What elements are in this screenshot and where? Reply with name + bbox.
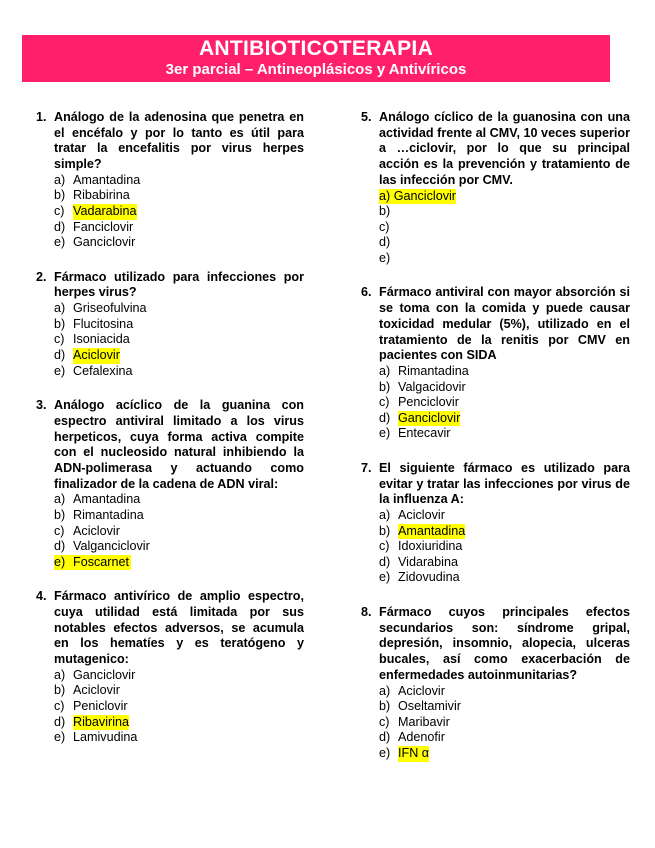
option-text: Aciclovir xyxy=(73,523,120,538)
option-letter: c) xyxy=(54,523,65,538)
option-b-correct xyxy=(379,524,630,540)
option-text: Valgacidovir xyxy=(398,379,466,394)
option-d xyxy=(54,539,304,555)
option-e xyxy=(54,364,304,380)
option-b xyxy=(379,380,630,396)
question-number: 6. xyxy=(361,285,372,300)
option-letter: d) xyxy=(54,714,66,729)
options-list xyxy=(379,189,630,267)
option-a xyxy=(379,508,630,524)
option-letter: b) xyxy=(379,523,391,538)
option-text: Griseofulvina xyxy=(73,301,147,316)
option-text: Rimantadina xyxy=(398,364,469,378)
question-3 xyxy=(36,398,304,570)
question-8 xyxy=(361,605,630,761)
highlighted-answer: a) Ganciclovir xyxy=(379,188,456,203)
option-letter: e) xyxy=(54,554,66,569)
option-a xyxy=(54,301,304,317)
option-d-correct xyxy=(379,411,630,427)
option-b xyxy=(379,204,630,220)
option-letter: b) xyxy=(379,204,391,219)
option-a xyxy=(379,364,630,380)
option-letter: a) xyxy=(54,301,66,316)
option-letter: e) xyxy=(379,426,391,441)
question-1 xyxy=(36,110,304,251)
question-number: 5. xyxy=(361,110,372,124)
option-text: Oseltamivir xyxy=(398,699,461,714)
option-c xyxy=(379,539,630,555)
option-text: Rimantadina xyxy=(73,507,144,522)
option-text: Entecavir xyxy=(398,426,451,441)
question-number: 8. xyxy=(361,605,372,620)
option-a xyxy=(379,684,630,700)
option-e xyxy=(379,426,630,442)
question-text: El siguiente fármaco es utilizado para evitar y tratar las infecciones por virus de la influenza A: xyxy=(379,460,630,507)
highlighted-answer: IFN α xyxy=(398,745,430,760)
option-letter: d) xyxy=(54,347,66,362)
option-letter: a) xyxy=(54,667,66,682)
option-letter: c) xyxy=(379,539,390,554)
option-b xyxy=(54,508,304,524)
option-c xyxy=(379,220,630,236)
option-e-correct xyxy=(54,555,304,571)
option-letter: d) xyxy=(379,730,391,745)
option-text: Isoniacida xyxy=(73,332,130,347)
option-letter: a) xyxy=(379,364,391,378)
highlighted-answer: Ganciclovir xyxy=(398,410,461,425)
question-number: 7. xyxy=(361,460,372,475)
option-text: Ganciclovir xyxy=(73,235,136,250)
option-text: Peniclovir xyxy=(73,699,128,714)
options-list xyxy=(54,173,304,251)
right-column xyxy=(361,110,630,781)
option-letter: c) xyxy=(379,219,390,234)
option-letter: a) xyxy=(54,492,66,507)
option-a xyxy=(54,668,304,684)
option-d xyxy=(379,555,630,571)
option-letter: b) xyxy=(54,188,66,203)
option-b xyxy=(54,317,304,333)
question-text: Fármaco antivírico de amplio espectro, cuya utilidad está limitada por sus notables efectos adversos, se acumula en los hematíes y es teratógeno y mutagenico: xyxy=(54,589,304,667)
option-letter: c) xyxy=(54,699,65,714)
option-text: Idoxiuridina xyxy=(398,539,463,554)
option-letter: c) xyxy=(379,714,390,729)
highlighted-answer: Amantadina xyxy=(398,523,466,538)
option-d-correct xyxy=(54,715,304,731)
option-d xyxy=(379,730,630,746)
question-5 xyxy=(361,110,630,266)
option-text: Ganciclovir xyxy=(73,667,136,682)
option-letter: e) xyxy=(54,363,66,378)
option-text: Fanciclovir xyxy=(73,219,134,234)
option-letter: e) xyxy=(379,570,391,585)
option-letter: b) xyxy=(379,379,391,394)
question-text: Fármaco cuyos principales efectos secundarios son: síndrome gripal, depresión, insomnio, alopecia, ulceras bucales, así como exacerbación de enfermedades autoinmunitarias? xyxy=(379,605,630,682)
page-title: ANTIBIOTICOTERAPIA xyxy=(198,37,434,60)
option-a xyxy=(54,492,304,508)
question-number: 1. xyxy=(36,110,47,124)
option-text: Amantadina xyxy=(73,492,141,507)
question-number: 2. xyxy=(36,269,47,284)
option-letter: b) xyxy=(54,683,66,698)
option-d xyxy=(379,235,630,251)
option-text: Adenofir xyxy=(398,730,445,745)
option-letter: b) xyxy=(379,699,391,714)
option-letter: e) xyxy=(379,745,391,760)
option-letter: c) xyxy=(379,395,390,410)
option-text: Cefalexina xyxy=(73,363,133,378)
option-text: Maribavir xyxy=(398,714,450,729)
option-letter: b) xyxy=(54,507,66,522)
option-c xyxy=(54,699,304,715)
option-d-correct xyxy=(54,348,304,364)
question-4 xyxy=(36,589,304,745)
question-2 xyxy=(36,270,304,379)
page-subtitle: 3er parcial – Antineoplásicos y Antivíricos xyxy=(165,61,467,78)
option-text: Penciclovir xyxy=(398,395,459,410)
option-letter: e) xyxy=(54,730,66,745)
option-letter: d) xyxy=(54,219,66,234)
options-list xyxy=(379,508,630,586)
options-list xyxy=(54,668,304,746)
option-text: Ribabirina xyxy=(73,188,130,203)
option-e xyxy=(379,570,630,586)
option-text: Lamivudina xyxy=(73,730,138,745)
options-list xyxy=(54,301,304,379)
options-list xyxy=(379,684,630,762)
option-letter: d) xyxy=(379,554,391,569)
option-text: Valganciclovir xyxy=(73,539,150,554)
option-e xyxy=(54,235,304,251)
option-text: Flucitosina xyxy=(73,316,134,331)
option-letter: a) xyxy=(379,683,391,698)
option-e xyxy=(54,730,304,746)
highlighted-answer: Vadarabina xyxy=(73,204,137,218)
option-c xyxy=(379,395,630,411)
option-letter: d) xyxy=(54,539,66,554)
option-c-correct xyxy=(54,204,304,220)
question-text: Fármaco utilizado para infecciones por herpes virus? xyxy=(54,269,304,300)
option-text: Amantadina xyxy=(73,172,141,187)
option-text: Aciclovir xyxy=(398,508,445,523)
question-6 xyxy=(361,285,630,441)
highlighted-answer: Foscarnet xyxy=(73,554,129,569)
page-header xyxy=(22,35,610,82)
option-letter: e) xyxy=(54,235,66,250)
options-list xyxy=(54,492,304,570)
option-b xyxy=(379,699,630,715)
option-text: Vidarabina xyxy=(398,554,458,569)
option-c xyxy=(54,524,304,540)
option-c xyxy=(54,332,304,348)
highlighted-answer: Aciclovir xyxy=(73,347,120,362)
option-text: Aciclovir xyxy=(398,683,445,698)
question-text: Fármaco antiviral con mayor absorción si se toma con la comida y puede causar toxicidad medular (5%), utilizado en el tratamiento de la renitis por CMV en pacientes con SIDA xyxy=(379,285,630,363)
question-text: Análogo cíclico de la guanosina con una actividad frente al CMV, 10 veces superior a …ciclovir, por lo que su principal acción es la prevención y tratamiento de las infección por CMV. xyxy=(379,110,630,187)
option-text: Aciclovir xyxy=(73,683,120,698)
option-a-correct xyxy=(379,189,630,205)
option-d xyxy=(54,220,304,236)
option-b xyxy=(54,188,304,204)
option-letter: c) xyxy=(54,332,65,347)
option-letter: b) xyxy=(54,316,66,331)
option-c xyxy=(379,715,630,731)
option-text: Zidovudina xyxy=(398,570,460,585)
left-column xyxy=(36,110,304,765)
option-b xyxy=(54,683,304,699)
option-letter: d) xyxy=(379,235,391,250)
option-e xyxy=(379,251,630,267)
options-list xyxy=(379,364,630,442)
highlighted-answer: Ribavirina xyxy=(73,714,129,729)
question-text: Análogo acíclico de la guanina con espectro antiviral limitado a los virus herpeticos, cuya forma activa compite con el nucleosido natural inhibiendo la ADN-polimerasa y actuando como finalizador de la cadena de ADN viral: xyxy=(54,398,304,491)
question-7 xyxy=(361,461,630,586)
option-letter: a) xyxy=(54,172,66,187)
option-letter: d) xyxy=(379,410,391,425)
question-text: Análogo de la adenosina que penetra en el encéfalo y por lo tanto es útil para tratar la encefalitis por virus herpes simple? xyxy=(54,110,304,172)
option-a xyxy=(54,173,304,189)
question-number: 4. xyxy=(36,589,47,604)
question-number: 3. xyxy=(36,398,47,413)
option-e-correct xyxy=(379,746,630,762)
option-letter: e) xyxy=(379,250,391,265)
option-letter: c) xyxy=(54,204,65,218)
option-letter: a) xyxy=(379,508,391,523)
